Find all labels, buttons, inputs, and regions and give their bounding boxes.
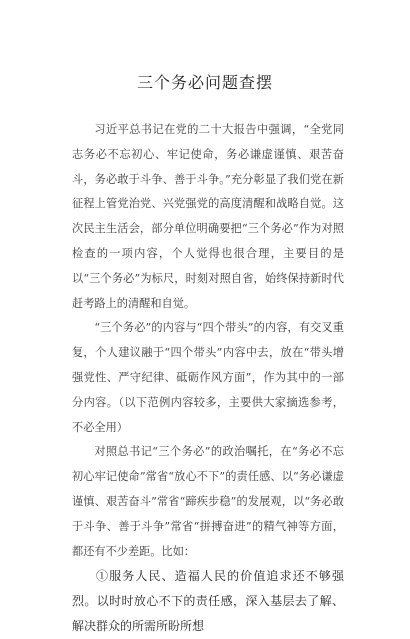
paragraph-intro: 习近平总书记在党的二十大报告中强调，“全党同志务必不忘初心、牢记使命，务必谦虚谨慎、艰苦奋斗，务必敢于斗争、善于斗争。”充分彰显了我们党在新征程上管党治党、兴党强党的高度清醒和战略自觉。这次民主生活会，部分单位明确要把“三个务必”作为对照检查的一项内容，个人觉得也很合理，主要目的是以“三个务必”为标尺，时刻对照自省，始终保持新时代赶考路上的清醒和自觉。 — [72, 123, 344, 310]
paragraph-overlap-note: “三个务必”的内容与“四个带头”的内容，有交叉重复，个人建议融于“四个带头”内容中去，放在“带头增强党性、严守纪律、砥砺作风方面”，作为其中的一部分内容。（以下范例内容较多，主要供大家摘选参考，不必全用） — [72, 321, 344, 434]
document-title: 三个务必问题查摆 — [136, 73, 273, 92]
paragraph-gap-analysis: 对照总书记“三个务必”的政治嘱托，在“务必不忘初心牢记使命”常省“放心不下”的责任感、以“务必谦虚谨慎、艰苦奋斗”常省“蹄疾步稳”的发展观，以“务必敢于斗争、善于斗争”常省“拼搏奋进”的精气神等方面，都还有不少差距。比如： — [72, 445, 344, 558]
paragraph-item-1: ①服务人民、造福人民的价值追求还不够强烈。以时时放心不下的责任感，深入基层去了解、解决群众的所需所盼所想 — [72, 569, 344, 633]
document-body — [72, 118, 344, 639]
